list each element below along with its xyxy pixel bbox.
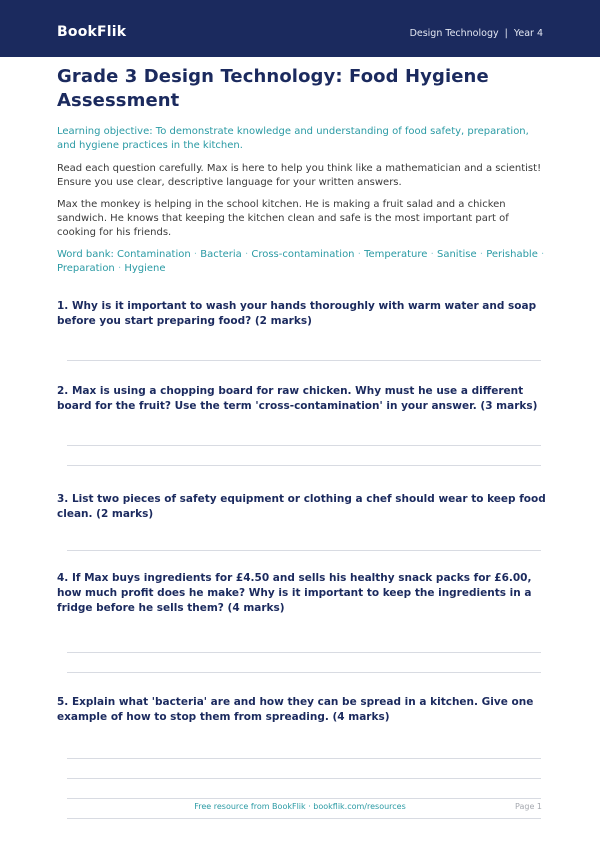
word-bank-label: Word bank: <box>57 249 114 260</box>
word-bank-item: Bacteria <box>200 249 242 260</box>
word-separator: · <box>476 249 487 260</box>
learning-objective: Learning objective: To demonstrate knowledge and understanding of food safety, preparation, and hygiene practices in the kitchen. <box>57 126 529 151</box>
question-1 <box>57 299 547 361</box>
question-text: 4. If Max buys ingredients for £4.50 and sells his healthy snack packs for £6.00, how much profit does he make? Why is it important to keep the ingredients in a fridge before he sells them? (4 marks) <box>57 572 532 614</box>
word-bank-item: Perishable <box>486 249 538 260</box>
answer-line[interactable] <box>67 652 541 653</box>
header-meta <box>410 28 543 39</box>
word-separator: · <box>537 249 545 260</box>
answer-line[interactable] <box>67 798 541 799</box>
question-4 <box>57 571 547 673</box>
answer-lines[interactable] <box>67 652 541 673</box>
answer-line[interactable] <box>67 445 541 446</box>
page-header <box>0 0 600 57</box>
answer-line[interactable] <box>67 758 541 759</box>
answer-line[interactable] <box>67 818 541 819</box>
subject-label: Design Technology <box>409 28 499 39</box>
question-text: 1. Why is it important to wash your hands thoroughly with warm water and soap before you start preparing food? (2 marks) <box>57 300 537 327</box>
word-separator: · <box>190 249 201 260</box>
answer-line[interactable] <box>67 550 541 551</box>
question-3 <box>57 492 547 551</box>
question-2 <box>57 384 547 466</box>
footer-text: Free resource from BookFlik · bookflik.com/resources <box>194 802 406 811</box>
question-text: 5. Explain what 'bacteria' are and how they can be spread in a kitchen. Give one example of how to stop them from spreading. (4 marks) <box>57 696 534 723</box>
word-separator: · <box>354 249 365 260</box>
questions-list <box>57 299 547 819</box>
word-bank-item: Contamination <box>117 249 191 260</box>
word-bank-item: Preparation <box>57 263 115 274</box>
word-separator: · <box>427 249 437 260</box>
answer-line[interactable] <box>67 778 541 779</box>
question-text: 2. Max is using a chopping board for raw chicken. Why must he use a different board for the fruit? Use the term 'cross-contamination' in your answer. (3 marks) <box>57 385 538 412</box>
answer-line[interactable] <box>67 672 541 673</box>
word-bank-item: Hygiene <box>124 263 166 274</box>
answer-line[interactable] <box>67 465 541 466</box>
word-bank-item: Sanitise <box>436 249 477 260</box>
worksheet-content <box>57 64 547 819</box>
header-separator: | <box>504 28 508 39</box>
word-bank-words <box>57 249 544 274</box>
story-paragraph: Max the monkey is helping in the school kitchen. He is making a fruit salad and a chicken sandwich. He knows that keeping the kitchen clean and safe is the most important part of cooking for his friends. <box>57 199 509 238</box>
answer-lines[interactable] <box>67 445 541 466</box>
answer-lines[interactable] <box>67 360 541 361</box>
answer-lines[interactable] <box>67 550 541 551</box>
question-text: 3. List two pieces of safety equipment or clothing a chef should wear to keep food clean. (2 marks) <box>57 493 546 520</box>
word-separator: · <box>241 249 252 260</box>
brand-logo: BookFlik <box>57 24 127 40</box>
word-bank-item: Temperature <box>364 249 428 260</box>
year-label: Year 4 <box>513 28 543 39</box>
answer-line[interactable] <box>67 360 541 361</box>
word-separator: · <box>114 263 125 274</box>
word-bank <box>57 248 547 276</box>
page-number: Page 1 <box>515 802 542 811</box>
word-bank-item: Cross-contamination <box>251 249 355 260</box>
intro-paragraph: Read each question carefully. Max is here to help you think like a mathematician and a scientist! Ensure you use clear, descriptive language for your written answers. <box>57 163 542 188</box>
page-title: Grade 3 Design Technology: Food Hygiene Assessment <box>57 66 489 111</box>
question-5 <box>57 695 547 819</box>
